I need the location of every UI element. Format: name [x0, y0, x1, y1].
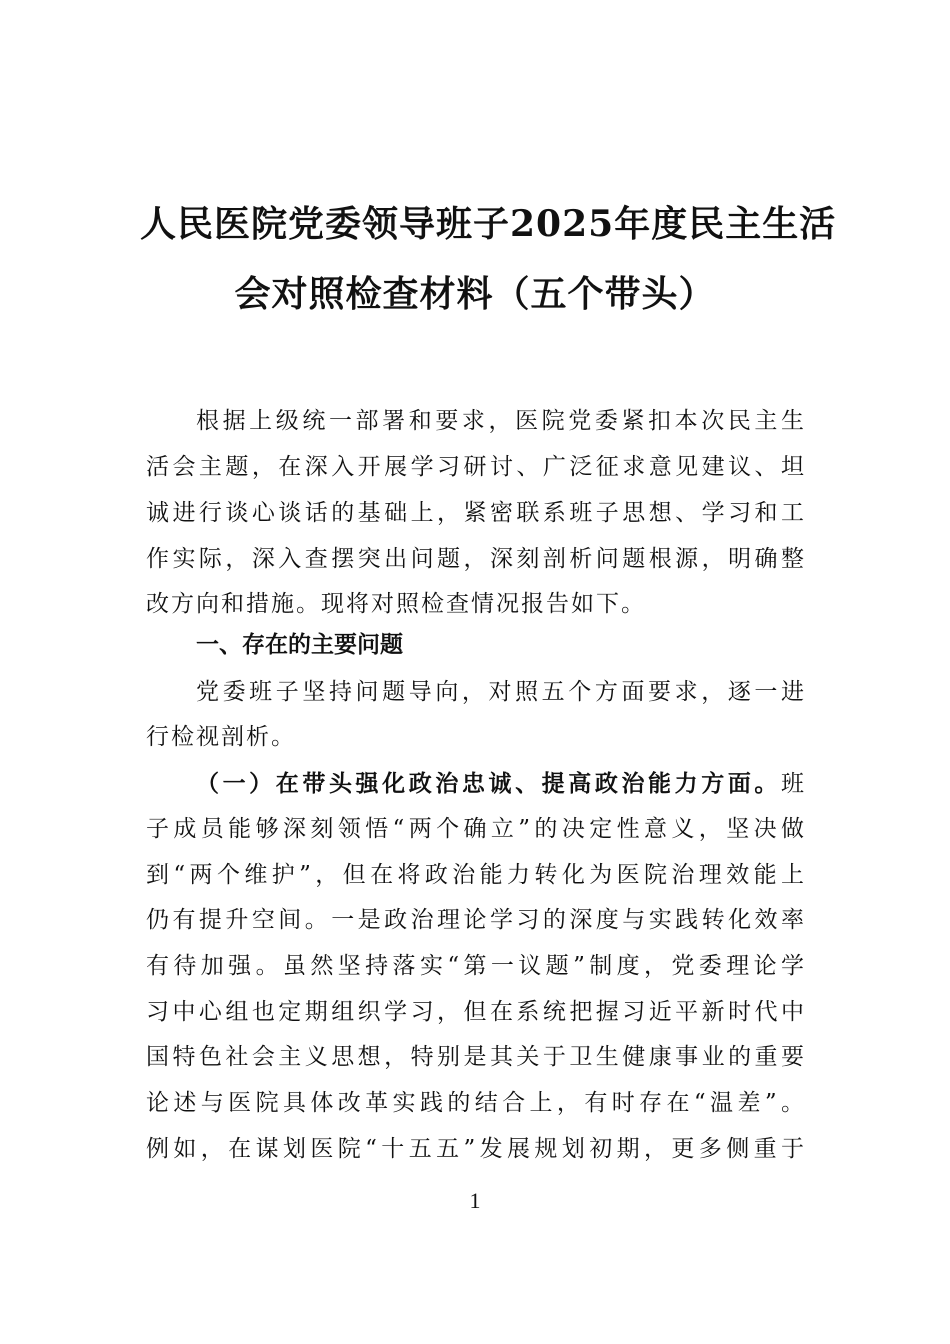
intro-paragraph-line: 诚进行谈心谈话的基础上，紧密联系班子思想、学习和工 — [146, 500, 806, 526]
intro-paragraph-line: 活会主题，在深入开展学习研讨、广泛征求意见建议、坦 — [146, 454, 806, 480]
section-heading: 一、存在的主要问题 — [196, 632, 403, 658]
subsection-line-start: 班 — [781, 771, 806, 797]
subsection-line: 国特色社会主义思想，特别是其关于卫生健康事业的重要 — [146, 1044, 806, 1070]
section-intro-line: 党委班子坚持问题导向，对照五个方面要求，逐一进 — [196, 679, 806, 705]
intro-paragraph-line: 根据上级统一部署和要求，医院党委紧扣本次民主生 — [196, 408, 806, 434]
subsection-line: 习中心组也定期组织学习，但在系统把握习近平新时代中 — [146, 999, 806, 1025]
subsection-heading: （一）在带头强化政治忠诚、提高政治能力方面。 — [196, 770, 781, 797]
document-title-line-2: 会对照检查材料（五个带头） — [234, 273, 716, 315]
section-intro-line: 行检视剖析。 — [146, 724, 296, 750]
intro-paragraph-line: 改方向和措施。现将对照检查情况报告如下。 — [146, 591, 646, 617]
subsection-first-line — [196, 765, 806, 798]
document-title-line-1: 人民医院党委领导班子2025年度民主生活 — [140, 203, 837, 245]
subsection-line: 论述与医院具体改革实践的结合上，有时存在“温差”。 — [146, 1090, 806, 1116]
subsection-line: 仍有提升空间。一是政治理论学习的深度与实践转化效率 — [146, 907, 806, 933]
subsection-line: 有待加强。虽然坚持落实“第一议题”制度，党委理论学 — [146, 953, 806, 979]
subsection-line: 例如，在谋划医院“十五五”发展规划初期，更多侧重于 — [146, 1136, 806, 1162]
subsection-line: 子成员能够深刻领悟“两个确立”的决定性意义，坚决做 — [146, 816, 806, 842]
subsection-line: 到“两个维护”，但在将政治能力转化为医院治理效能上 — [146, 862, 806, 888]
intro-paragraph-line: 作实际，深入查摆突出问题，深刻剖析问题根源，明确整 — [146, 546, 806, 572]
page-number: 1 — [469, 1188, 481, 1213]
